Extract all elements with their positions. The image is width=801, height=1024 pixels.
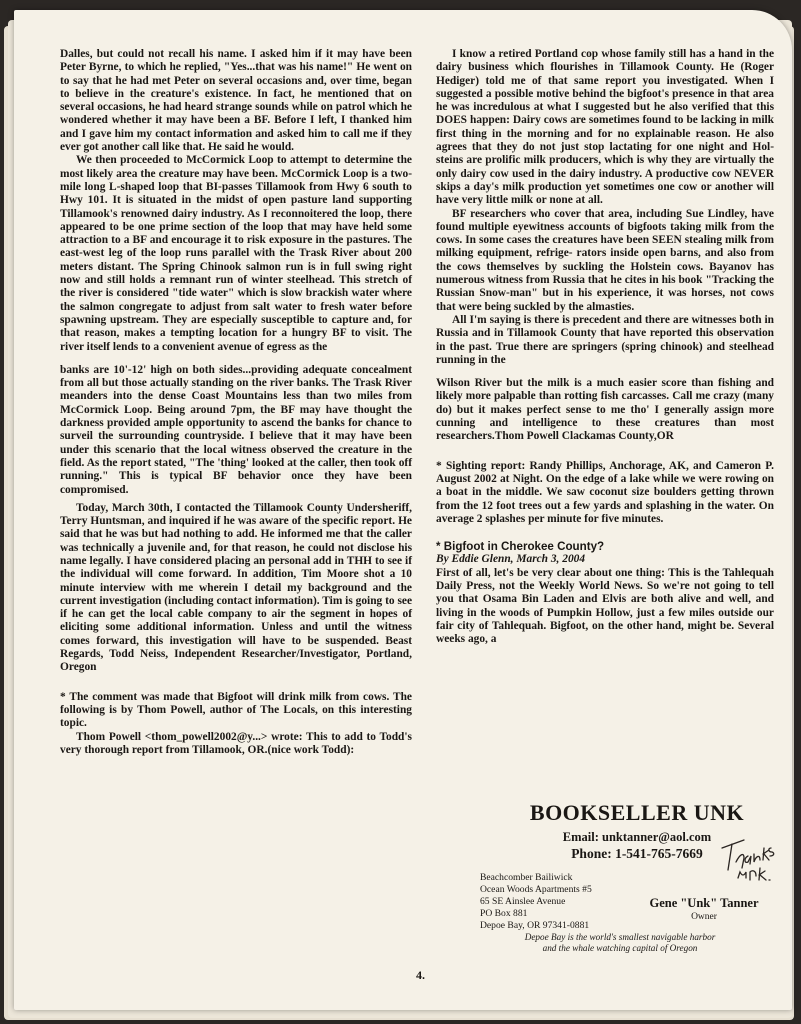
right-paragraph-2: BF researchers who cover that area, including Sue Lindley, have found multiple eyewitness accounts of bigfoots taking milk from the cows. In some cases the creatures have been SEEN stealing milk from milking equipment, refrige- rators inside open barns, and also from the cows themselves by suckling the Holstein cows. Bayanov has numerous witness from Russia that he cites in his book "Tracking the Russian Snow-man" but in his experience, it was horses, not cows that were being suckled by the almasties. bbox=[436, 207, 774, 313]
right-paragraph-5: * Sighting report: Randy Phillips, Anchorage, AK, and Cameron P. August 2002 at Night. On the edge of a lake while we were rowing on a boat in the middle. We saw coconut size boulders getting thrown from the 12 foot trees out a few yards and splashing in the water. On average 2 splashes per minute for five minutes. bbox=[436, 459, 774, 525]
column-break bbox=[436, 367, 774, 377]
ad-tagline-line-1: Depoe Bay is the world's smallest navigable harbor bbox=[524, 932, 716, 942]
paragraph-gap bbox=[60, 675, 412, 691]
right-paragraph-1: I know a retired Portland cop whose family still has a hand in the dairy business which flourishes in Tillamook County. He (Roger Hediger) told me of that same report you investigated. When I suggested a possible motive behind the bigfoot's presence in that area he was incredulous at what I suggested but he also verified that this DOES happen: Dairy cows are sometimes found to be lacking in milk first thing in the morning and for no explainable reason. He also agrees that they do not just stop lactating for one night and Hol-steins are prolific milk producers, which is why they are virtually the only dairy cow used in the dairy industry. A productive cow NEVER skips a day's milk production yet sometimes one cow or another will have very little milk or none at all. bbox=[436, 48, 774, 207]
left-paragraph-6: Thom Powell <thom_powell2002@y...> wrote: This to add to Todd's very thorough report from Tillamook, OR.(nice work Todd): bbox=[60, 730, 412, 756]
right-paragraph-4: Wilson River but the milk is a much easier score than fishing and likely more palpable than rotting fish carcasses. Call me crazy (many do) but it makes perfect sense to me tho' I generally assign more cunning and intelligence to these creatures than most researchers.Thom Powell Clackamas County,OR bbox=[436, 377, 774, 443]
article-byline: By Eddie Glenn, March 3, 2004 bbox=[436, 553, 586, 566]
page-number: 4. bbox=[416, 968, 425, 982]
right-column bbox=[436, 48, 774, 646]
left-paragraph-5: * The comment was made that Bigfoot will drink milk from cows. The following is by Thom Powell, author of The Locals, on this interesting topic. bbox=[60, 690, 412, 730]
ad-address-line: Depoe Bay, OR 97341-0881 bbox=[480, 920, 590, 931]
left-column bbox=[60, 48, 412, 757]
right-paragraph-3: All I'm saying is there is precedent and there are witnesses both in Russia and in Tillamook County that have reported this observation in the past. True there are springers (spring chinook) and steelhead running in the bbox=[436, 313, 774, 366]
ad-address-line: 65 SE Ainslee Avenue bbox=[480, 896, 566, 907]
left-paragraph-3: banks are 10'-12' high on both sides...providing adequate concealment from all but those actually standing on the river banks. The Trask River meanders into the dense Coast Mountains less than two miles from McCormick Loop. Being around 7pm, the BF may have thought the darkness provided ample opportunity to ascend the banks for chance to surveil the surrounding countryside. I believe that it may have been under this scenario that the local witness observed the creature in the field. As the report stated, "The 'thing' looked at the caller, then took off running." This is typical BF behavior once they have been compromised. bbox=[60, 363, 412, 496]
ad-address-line: PO Box 881 bbox=[480, 908, 528, 919]
ad-address-line: Beachcomber Bailiwick bbox=[480, 872, 573, 883]
ad-tagline bbox=[480, 932, 760, 954]
ad-title: BOOKSELLER UNK bbox=[529, 800, 745, 825]
ad-address bbox=[480, 872, 592, 932]
left-paragraph-1: Dalles, but could not recall his name. I asked him if it may have been Peter Byrne, to which he replied, "Yes...that was his name!" He went on to say that he had met Peter on several occasions and, over time, began to believe in the creature's existence. In fact, he mentioned that on several occasions, he had heard strange sounds while on patrol which he wondered whether it may have been a BF. Before I left, I thanked him and I gave him my contact information and asked him to call me if they ever got another call like that. He said he would. bbox=[60, 48, 412, 154]
paragraph-gap bbox=[436, 526, 774, 540]
ad-owner-name: Gene "Unk" Tanner bbox=[649, 896, 759, 910]
right-paragraph-6: First of all, let's be very clear about one thing: This is the Tahlequah Daily Press, not the Weekly World News. So we're not going to tell you that Osama Bin Laden and Elvis are both alive and well, and living in the woods of Pumpkin Hollow, just a few miles outside our fair city of Tahlequah. Bigfoot, on the other hand, might be. Several weeks ago, a bbox=[436, 566, 774, 646]
article-heading: * Bigfoot in Cherokee County? bbox=[436, 540, 605, 554]
ad-tagline-line-2: and the whale watching capital of Oregon bbox=[542, 943, 698, 953]
ad-email: Email: unktanner@aol.com bbox=[562, 830, 712, 844]
left-paragraph-2: We then proceeded to McCormick Loop to attempt to determine the most likely area the creature may have been. McCormick Loop is a two-mile long L-shaped loop that BI-passes Tillamook from Hwy 6 south to Hwy 101. It is situated in the midst of open pasture land supporting Tillamook's renowned dairy industry. As I reconnoitered the loop, there appeared to be one prime section of the loop that may have held some attraction to a BF and encourage it to risk exposure in the pastures. The east-west leg of the loop runs parallel with the Trask River about 200 meters distant. The Spring Chinook salmon run is in full swing right now and still holds a remnant run of winter steelhead. This stretch of the river is considered "tide water" which is slow brackish water where the salmon congregate to adjust from salt water to fresh water before spawning upstream. They are especially susceptible to capture and, for that reason, makes a tempting location for a hungry BF to visit. The river itself lends to a convenient avenue of egress as the bbox=[60, 154, 412, 353]
ad-address-line: Ocean Woods Apartments #5 bbox=[480, 884, 592, 895]
paragraph-gap bbox=[436, 444, 774, 460]
handwritten-signature bbox=[714, 818, 784, 888]
left-paragraph-4: Today, March 30th, I contacted the Tillamook County Undersheriff, Terry Huntsman, and inquired if he was aware of the specific report. He said that he was but had nothing to add. He informed me that the caller was technically a juvenile and, for that reason, he could not disclose his name legally. I have considered placing an personal add in THH to see if the individual will come forward. In addition, Tim Moore shot a 10 minute interview with me wherein I detail my background and the current investigation (including contact information). Tim is going to see if he can get the local cable company to air the segment in hopes of eliciting some additional information. Unless and until the witness comes forward, this investigation will have to be suspended. Beast Regards, Todd Neiss, Independent Researcher/Investigator, Portland, Oregon bbox=[60, 501, 412, 674]
newsletter-page bbox=[14, 10, 792, 1010]
column-break bbox=[60, 354, 412, 364]
ad-owner-role: Owner bbox=[691, 912, 717, 922]
ad-phone: Phone: 1-541-765-7669 bbox=[571, 846, 703, 861]
